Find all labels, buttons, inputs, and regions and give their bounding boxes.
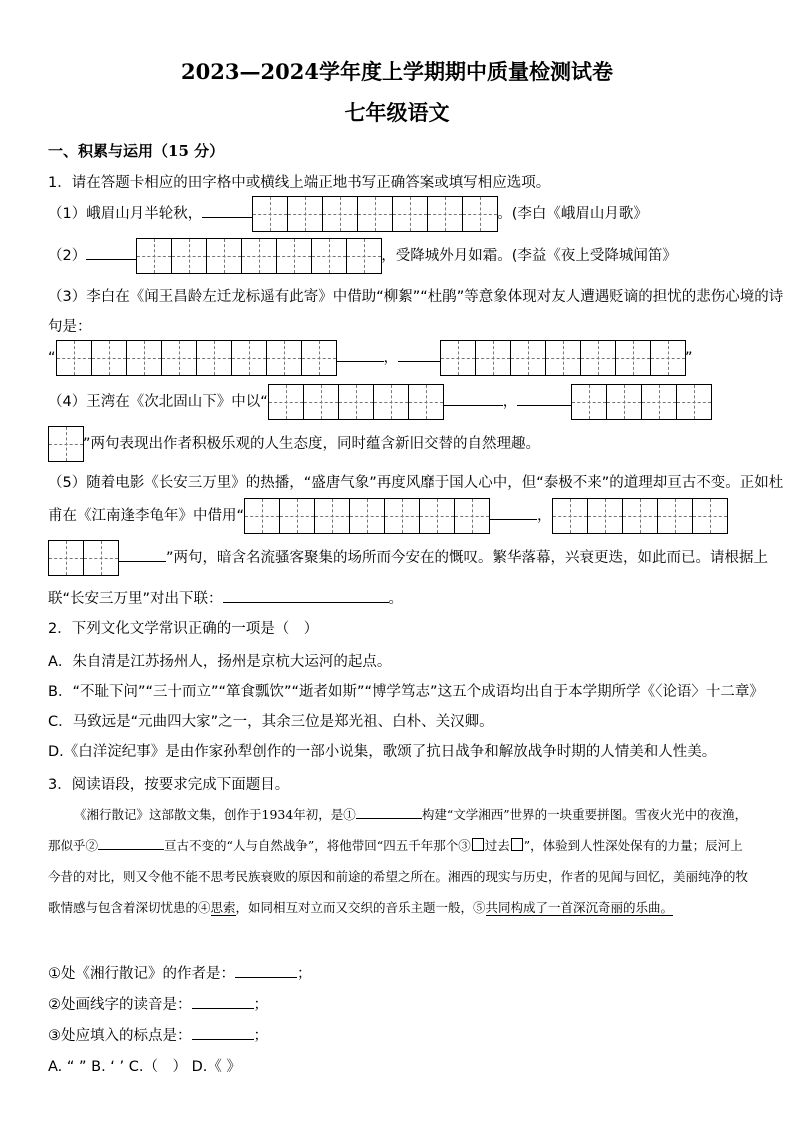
underlined-sentence: 共同构成了一首深沉奇丽的乐曲。 bbox=[485, 900, 674, 915]
q2-option-b: B．“不耻下问”“三十而立”“箪食瓢饮”“逝者如斯”“博学笃志”这五个成语均出自于本学期所学《〈论语〉十二章》 bbox=[48, 684, 764, 700]
q2-option-d: D.《白洋淀纪事》是由作家孙犁创作的一部小说集，歌颂了抗日战争和解放战争时期的人情美和人性美。 bbox=[48, 744, 717, 760]
answer-line[interactable] bbox=[517, 404, 571, 406]
exam-title: 2023—2024学年度上学期期中质量检测试卷 bbox=[181, 59, 613, 84]
tianzige-grid[interactable] bbox=[440, 340, 685, 376]
tianzige-grid[interactable] bbox=[252, 196, 497, 232]
exam-subtitle: 七年级语文 bbox=[344, 100, 450, 125]
q1-item-4: （4）王湾在《次北固山下》中以“ ， bbox=[48, 384, 711, 420]
q1-item-1-source: 。(李白《峨眉山月歌》 bbox=[497, 206, 648, 222]
q1-item-5-line1: （5）随着电影《长安三万里》的热播，“盛唐气象”再度风靡于国人心中，但“泰极不来”的道理却亘古不变。正如杜 bbox=[48, 475, 784, 491]
q3-sub-2: ②处画线字的读音是： ； bbox=[48, 997, 268, 1013]
q1-item-2 bbox=[48, 238, 677, 274]
q3-sub-1: ①处《湘行散记》的作者是： ； bbox=[48, 966, 312, 982]
q1-item-2-text: （2） bbox=[48, 248, 87, 264]
tianzige-grid[interactable] bbox=[244, 498, 489, 534]
q1-item-4-cont: ”两句表现出作者积极乐观的人生态度，同时蕴含新旧交替的自然理趣。 bbox=[48, 426, 540, 462]
tianzige-grid[interactable] bbox=[552, 498, 727, 534]
tianzige-grid[interactable] bbox=[48, 426, 83, 462]
answer-line[interactable] bbox=[489, 518, 537, 520]
q1-item-5-line2: 甫在《江南逢李龟年》中借用“ ， bbox=[48, 498, 727, 534]
answer-line[interactable] bbox=[443, 404, 503, 406]
underlined-word: 思索 bbox=[210, 900, 236, 915]
q1-stem: 1．请在答题卡相应的田字格中或横线上端正地书写正确答案或填写相应选项。 bbox=[48, 175, 551, 191]
q1-item-5-line3: ”两句，暗含名流骚客聚集的场所而今安在的慨叹。繁华落幕，兴衰更迭，如此而已。请根据上 bbox=[48, 540, 768, 576]
tianzige-grid[interactable] bbox=[571, 384, 711, 420]
q1-item-5-line4: 联“长安三万里”对出下联： 。 bbox=[48, 591, 404, 607]
answer-line[interactable] bbox=[192, 1038, 254, 1040]
q2-option-c: C．马致远是“元曲四大家”之一，其余三位是郑光祖、白朴、关汉卿。 bbox=[48, 714, 494, 730]
q3-sub-3: ③处应填入的标点是： ； bbox=[48, 1028, 268, 1044]
tianzige-grid[interactable] bbox=[136, 238, 381, 274]
answer-line[interactable] bbox=[235, 976, 297, 978]
blank-box[interactable] bbox=[511, 838, 523, 851]
q1-item-1 bbox=[48, 196, 648, 232]
answer-line[interactable] bbox=[398, 360, 440, 362]
q3-sub-3-choices: A. “ ” B. ‘ ’ C.（ ） D.《 》 bbox=[48, 1059, 241, 1075]
q1-item-2-source: ，受降城外月如霜。(李益《夜上受降城闻笛》 bbox=[381, 248, 677, 264]
q1-item-1-text: （1）峨眉山月半轮秋， bbox=[48, 206, 203, 222]
answer-line[interactable] bbox=[202, 216, 252, 218]
answer-line[interactable] bbox=[86, 258, 136, 260]
answer-line[interactable] bbox=[192, 1007, 254, 1009]
tianzige-grid[interactable] bbox=[48, 540, 118, 576]
q2-stem: 2．下列文化文学常识正确的一项是（ ） bbox=[48, 621, 319, 637]
tianzige-grid[interactable] bbox=[56, 340, 336, 376]
answer-line[interactable] bbox=[118, 560, 166, 562]
q3-passage: 《湘行散记》这部散文集，创作于1934年初，是① 构建“文学湘西”世界的一块重要拼图。雪夜火光中的夜渔，那似乎② 亘古不变的“人与自然战争”，将他带回“四五千年那个③ 过去 ”，体验到人性深处保有的力量；辰河上今昔的对比，则又令他不能不思考民族衰败的原因和前途的希望之所在。湘西的现实与历史，作者的见闻与回忆，美丽纯净的牧歌情感与包含着深切忧患的④思索，如同相互对立而又交织的音乐主题一般，⑤共同构成了一首深沉奇丽的乐曲。 bbox=[48, 807, 749, 915]
answer-line[interactable] bbox=[223, 601, 389, 603]
q3-stem: 3．阅读语段，按要求完成下面题目。 bbox=[48, 777, 290, 793]
blank-1[interactable] bbox=[356, 806, 422, 819]
q1-item-3-line2: 句是： bbox=[48, 319, 92, 335]
blank-2[interactable] bbox=[98, 837, 164, 850]
q1-item-3-answer: “ ， ” bbox=[48, 340, 693, 376]
q1-item-3-line1: （3）李白在《闻王昌龄左迁龙标遥有此寄》中借助“柳絮”“杜鹃”等意象体现对友人遭遇贬谪的担忧的悲伤心境的诗 bbox=[48, 289, 784, 305]
section-heading: 一、积累与运用（15 分） bbox=[48, 142, 225, 160]
blank-box[interactable] bbox=[472, 838, 484, 851]
answer-line[interactable] bbox=[336, 360, 384, 362]
tianzige-grid[interactable] bbox=[268, 384, 443, 420]
q2-option-a: A．朱自清是江苏扬州人，扬州是京杭大运河的起点。 bbox=[48, 654, 392, 670]
